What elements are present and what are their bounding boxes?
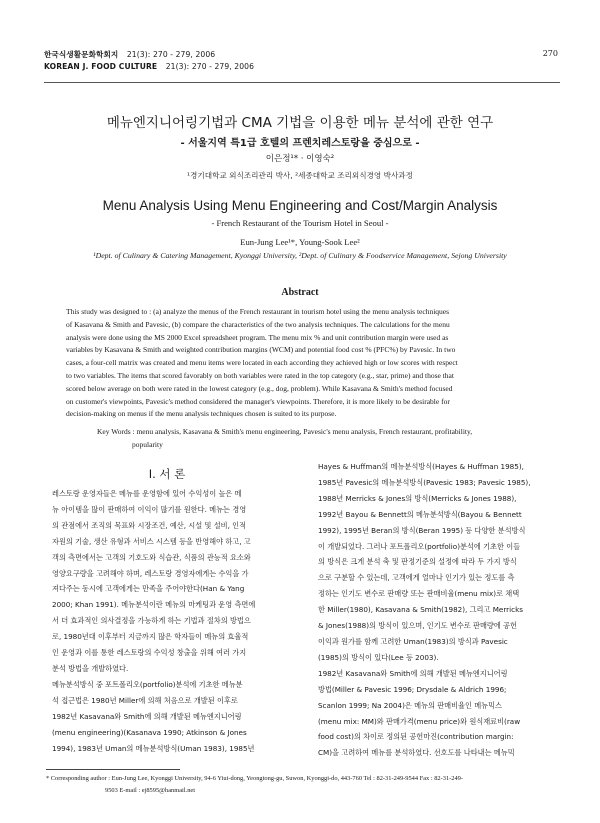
body-line: 1982년 Kasavana와 Smith에 의해 개발된 메뉴엔지니어링: [318, 668, 508, 678]
journal-english-citation: 21(3): 270 - 279, 2006: [165, 62, 255, 71]
body-line: 으로 구분할 수 있는데, 고객에게 얼마나 인기가 있는 정도를 측: [318, 573, 515, 583]
abstract-line: of Kasavana & Smith and Pavesic, (b) compare the characteristics of the two analysis techniques. The calculations for the menu: [66, 319, 450, 329]
body-line: 분석 방법을 개발하였다.: [52, 663, 129, 673]
footnote-line: * Corresponding author : Eun-Jung Lee, Kyonggi University, 94-6 Yiui-dong, Yeongtong-gu, Suwon, Kyonggi-do, 443-760 Tel : 82-31-249-9544 Fax : 82-31-249-: [46, 775, 463, 782]
body-line: 이익과 원가를 함께 고려한 Uman(1983)의 방식과 Pavesic: [318, 636, 508, 646]
keywords-line: [97, 426, 560, 439]
body-line: 뉴 아이템을 많이 판매하여 이익이 많기를 원한다. 메뉴는 경영: [52, 504, 247, 514]
korean-affiliations: ¹경기대학교 외식조리관리 박사, ²세종대학교 조리외식경영 박사과정: [187, 171, 413, 180]
body-line: 의 방식은 크게 분석 축 및 판정기준의 설정에 따라 두 가지 방식: [318, 557, 517, 567]
english-affiliations: ¹Dept. of Culinary & Catering Management, Kyonggi University, ²Dept. of Culinary & Foodservice Management, Sejong University: [93, 251, 507, 260]
body-line: 영양요구량을 고려해야 하며, 레스토랑 경영자에게는 수익을 가: [52, 568, 249, 578]
body-line: 로, 1980년대 이후부터 지금까지 많은 학자들이 메뉴의 효율적: [52, 632, 249, 642]
body-line: 1994), 1983년 Uman의 메뉴분석방식(Uman 1983), 1985년: [52, 743, 255, 753]
body-line: Hayes & Huffman의 메뉴분석방식(Hayes & Huffman 1985),: [318, 462, 524, 471]
journal-korean-name: 한국식생활문화학회지: [44, 50, 119, 59]
body-line: 자원의 기술, 생산 유형과 서비스 시스템 등을 반영해야 하고, 고: [52, 536, 251, 546]
body-line: 이 개발되었다. 그러나 포트폴리오(portfolio)분석에 기초한 이들: [318, 541, 521, 551]
body-line: (menu engineering)(Kasanava 1990; Atkinson & Jones: [52, 727, 247, 737]
body-line: 레스토랑 운영자들은 메뉴를 운영함에 있어 수익성이 높은 메: [52, 489, 242, 498]
korean-authors: 이은정¹* · 이영숙²: [265, 154, 335, 164]
body-line: 정하는 인기도 변수로 판매량 또는 판매비율(menu mix)로 채택: [318, 589, 520, 599]
body-line: 1982년 Kasavana와 Smith에 의해 개발된 메뉴엔지니어링: [52, 711, 242, 721]
journal-english-name: KOREAN J. FOOD CULTURE: [44, 62, 158, 71]
korean-subtitle: - 서울지역 특1급 호텔의 프렌치레스토랑을 중심으로 -: [180, 138, 420, 149]
body-line: 메뉴분석방식 중 포트폴리오(portfolio)분석에 기초한 메뉴분: [52, 679, 243, 689]
keywords-continuation: popularity: [132, 439, 163, 449]
section-heading-introduction: I. 서 론: [148, 467, 186, 481]
body-line: 1992), 1995년 Beran의 방식(Beran 1995) 등 다양한 분석방식: [318, 525, 526, 535]
english-subtitle: - French Restaurant of the Tourism Hotel in Seoul -: [211, 218, 389, 228]
keywords-block: [97, 426, 560, 451]
body-line: 한 Miller(1980), Kasavana & Smith(1982), 그리고 Merricks: [318, 605, 523, 615]
abstract-line: cases, a four-cell matrix was created and menu items were located in each according they achieved high or low scores with respect: [66, 358, 458, 368]
footnote-divider: [46, 769, 180, 770]
body-left-column: [52, 486, 307, 756]
corresponding-author-footnote: [46, 773, 568, 796]
body-line: Scanlon 1999; Na 2004)은 메뉴의 판매비율인 메뉴믹스: [318, 700, 502, 710]
abstract-line: on customer's viewpoints, Pavesic's method considered the manager's viewpoints. Therefore, it is more likely to be desirable for: [66, 396, 450, 406]
abstract-heading: Abstract: [281, 287, 319, 298]
body-line: & Jones(1988)의 방식이 있으며, 인기도 변수로 판매량에 공헌: [318, 621, 517, 631]
journal-korean-line: [44, 49, 254, 61]
body-line: 2000; Khan 1991). 메뉴분석이란 메뉴의 마케팅과 운영 측면에: [52, 600, 256, 610]
english-authors: Eun-Jung Lee¹*, Young-Sook Lee²: [240, 237, 360, 247]
body-line: 객의 측면에서는 고객의 기호도와 식습관, 식품의 관능적 요소와: [52, 552, 251, 562]
footnote-line: 9503 E-mail : ej8595@hanmail.net: [105, 786, 196, 794]
english-title: Menu Analysis Using Menu Engineering and Cost/Margin Analysis: [102, 198, 498, 213]
body-line: (menu mix: MM)와 판매가격(menu price)와 원식재료비(raw: [318, 716, 521, 726]
body-line: 져다주는 동시에 고객에게는 만족을 주어야한다(Han & Yang: [52, 584, 245, 594]
body-line: 서 더 효과적인 의사결정을 가능하게 하는 기법과 절차의 방법으: [52, 616, 251, 626]
body-line: 인 운영과 이를 통한 레스토랑의 수익성 창출을 위해 여러 가지: [52, 648, 247, 658]
body-line: CM)을 고려하여 메뉴를 분석하였다. 선호도를 나타내는 메뉴믹: [318, 748, 515, 758]
body-line: 의 관점에서 조직의 목표와 시장조건, 예산, 시설 및 설비, 인적: [52, 520, 247, 530]
body-line: 1985년 Pavesic의 메뉴분석방식(Pavesic 1983; Pavesic 1985),: [318, 477, 531, 487]
journal-english-line: [44, 61, 254, 73]
abstract-line: scored below average on both were rated in the lowest category (e.g., dog, problem). While Kasavana & Smith's method focused: [66, 383, 453, 393]
abstract-line: variables by Kasavana & Smith and weighted contribution margins (WCM) and potential food cost % (PFC%) by Pavesic. In two: [66, 345, 456, 355]
journal-header: [44, 49, 254, 73]
body-line: 방법(Miller & Pavesic 1996; Drysdale & Aldrich 1996;: [318, 684, 507, 694]
body-line: 1992년 Bayou & Bennett의 메뉴분석방식(Bayou & Bennett: [318, 509, 522, 519]
body-right-column: [318, 459, 568, 761]
header-divider: [44, 82, 560, 83]
abstract-line: analysis were done using the MS 2000 Excel spreadsheet program. The menu mix % and unit contribution margin were used as: [66, 332, 449, 342]
abstract-line: to two variables. The items that scored favorably on both variables were rated in the top category (e.g., star, prime) and those that: [66, 370, 454, 380]
keywords-text: menu analysis, Kasavana & Smith's menu engineering, Pavesic's menu analysis, French restaurant, profitability,: [136, 427, 473, 436]
body-line: 석 접근법은 1980년 Miller에 의해 처음으로 개발된 이후로: [52, 695, 238, 705]
body-line: (1985)의 방식이 있다(Lee 등 2003).: [318, 652, 439, 662]
abstract-line: This study was designed to : (a) analyze the menus of the French restaurant in tourism hotel using the menu analysis techniques: [66, 307, 450, 316]
journal-korean-citation: 21(3): 270 - 279, 2006: [126, 50, 216, 59]
abstract-body: [66, 306, 560, 421]
body-line: 1988년 Merricks & Jones의 방식(Merricks & Jones 1988),: [318, 493, 517, 503]
keywords-label: Key Words :: [97, 427, 135, 436]
page-number: 270: [542, 49, 558, 58]
abstract-line: decision-making on menus if the menu analysis techniques chosen is suited to its purpose.: [66, 409, 337, 419]
body-line: food cost)의 차이로 정의된 공헌마진(contribution margin:: [318, 732, 514, 742]
korean-title: 메뉴엔지니어링기법과 CMA 기법을 이용한 메뉴 분석에 관한 연구: [106, 115, 494, 131]
